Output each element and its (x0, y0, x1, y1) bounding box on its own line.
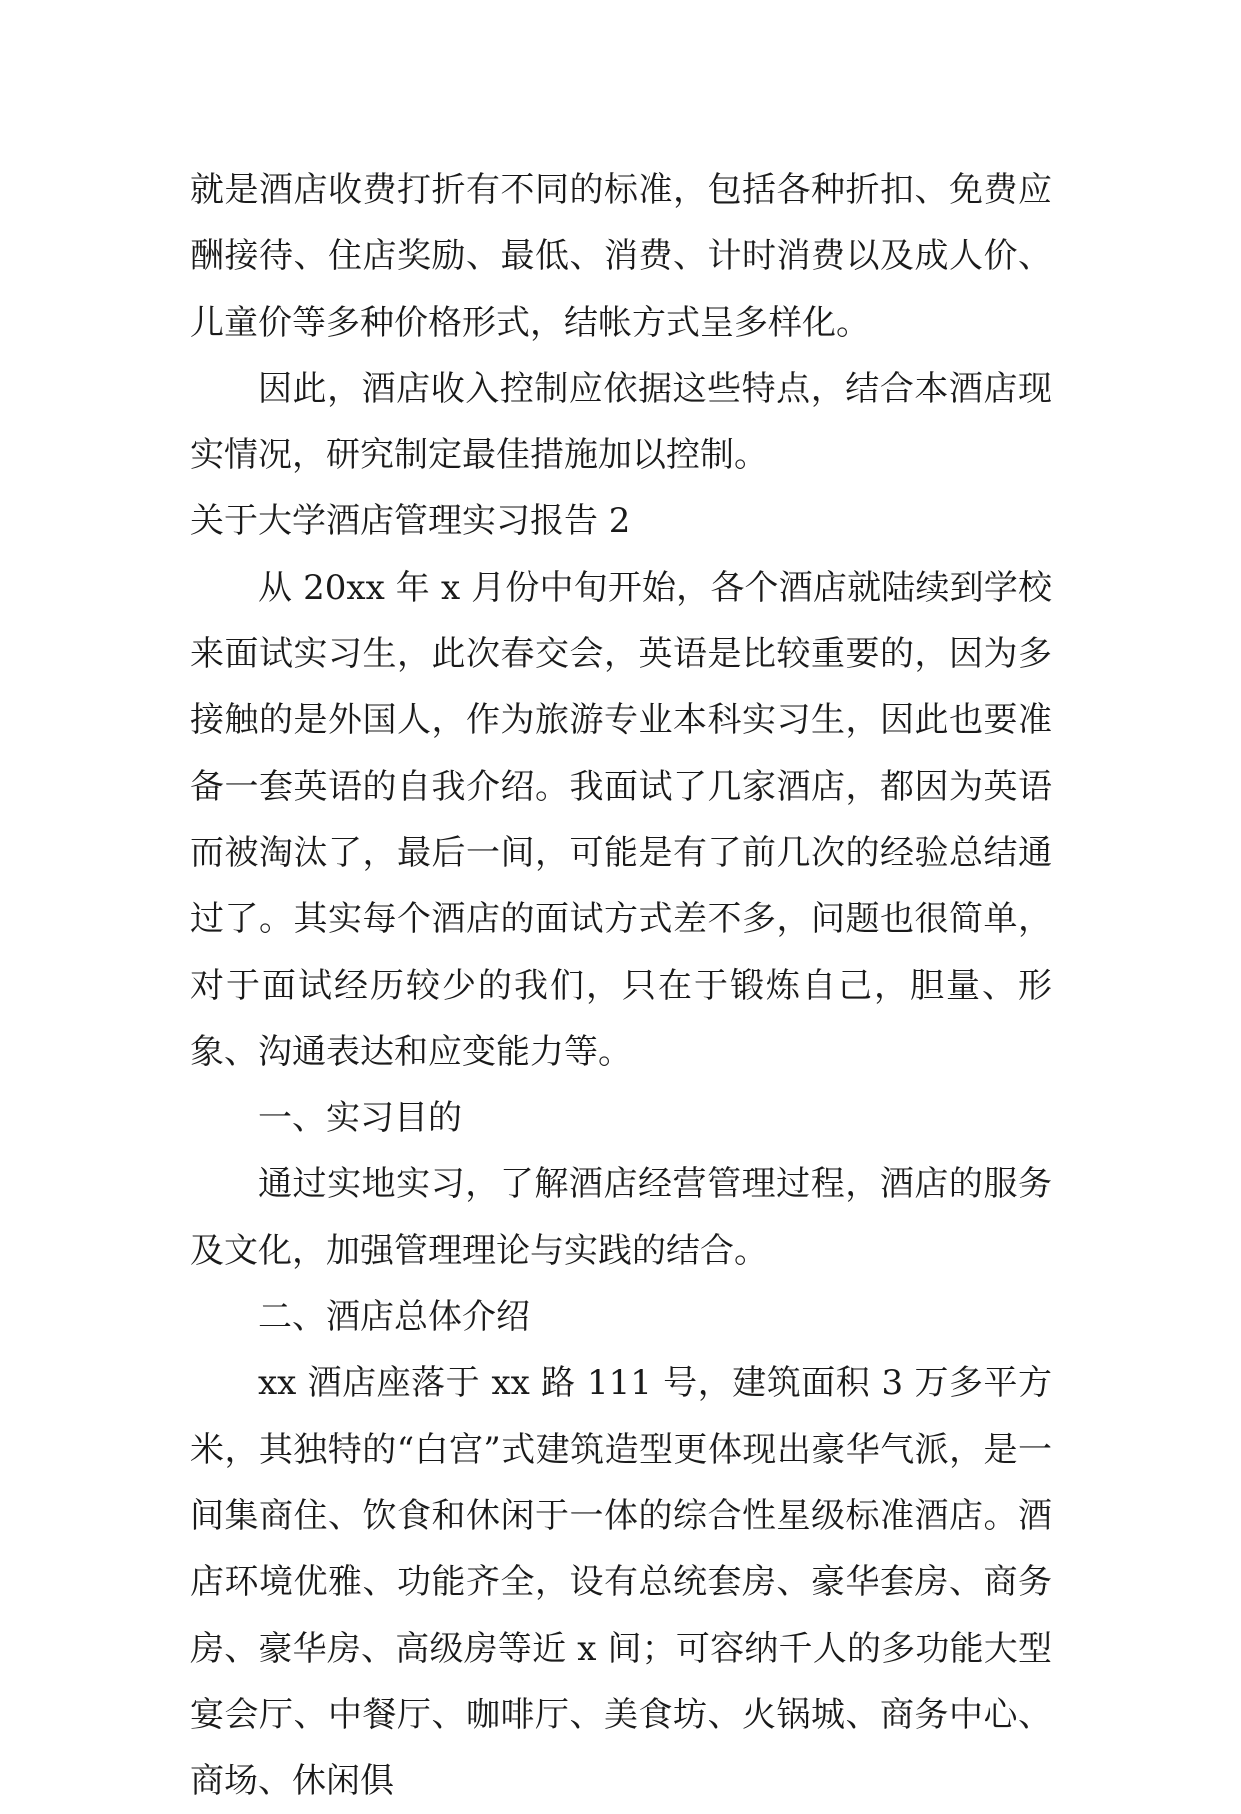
paragraph-revenue-control: 因此，酒店收入控制应依据这些特点，结合本酒店现实情况，研究制定最佳措施加以控制。 (190, 368, 1052, 476)
section-heading-hotel-intro: 二、酒店总体介绍 (258, 1297, 530, 1338)
document-body (190, 157, 1052, 1814)
section-heading-purpose: 一、实习目的 (258, 1098, 462, 1139)
paragraph-purpose: 通过实地实习，了解酒店经营管理过程，酒店的服务及文化，加强管理理论与实践的结合。 (190, 1164, 1052, 1271)
paragraph-hotel-intro: xx 酒店座落于 xx 路 111 号，建筑面积 3 万多平方米，其独特的“白宫”式建筑造型更体现出豪华气派，是一间集商住、饮食和休闲于一体的综合性星级标准酒店。酒店环境优雅、功能齐全，设有总统套房、豪华套房、商务房、豪华房、高级房等近 x 间；可容纳千人的多功能大型宴会厅、中餐厅、咖啡厅、美食坊、火锅城、商务中心、商场、休闲俱 (190, 1363, 1052, 1802)
report-title: 关于大学酒店管理实习报告 2 (190, 501, 631, 542)
paragraph-pricing: 就是酒店收费打折有不同的标准，包括各种折扣、免费应酬接待、住店奖励、最低、消费、计时消费以及成人价、儿童价等多种价格形式，结帐方式呈多样化。 (190, 170, 1052, 343)
paragraph-interview: 从 20xx 年 x 月份中旬开始，各个酒店就陆续到学校来面试实习生，此次春交会，英语是比较重要的，因为多接触的是外国人，作为旅游专业本科实习生，因此也要准备一套英语的自我介绍。我面试了几家酒店，都因为英语而被淘汰了，最后一间，可能是有了前几次的经验总结通过了。其实每个酒店的面试方式差不多，问题也很简单，对于面试经历较少的我们，只在于锻炼自己，胆量、形象、沟通表达和应变能力等。 (190, 567, 1052, 1072)
